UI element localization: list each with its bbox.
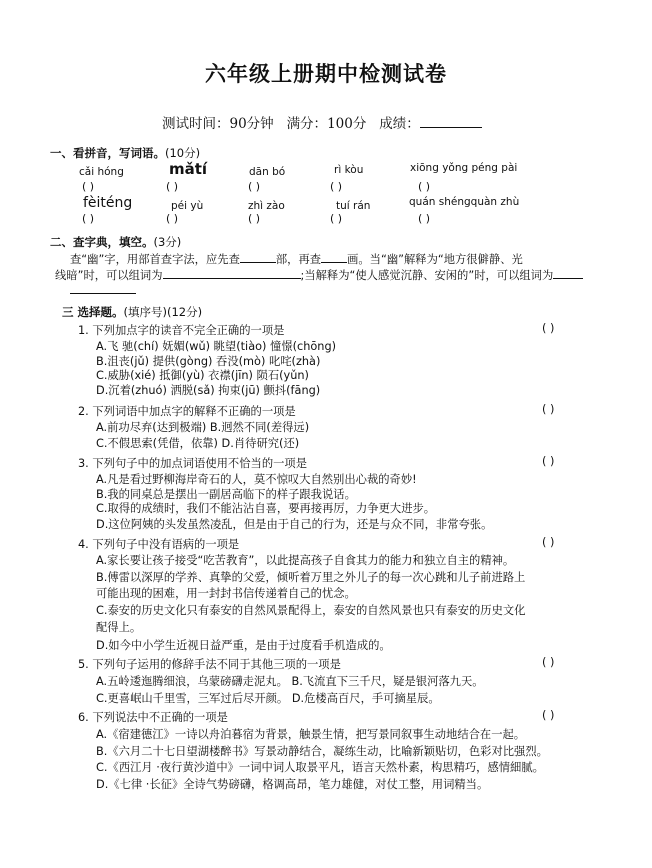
section-2-heading: [50, 234, 181, 250]
q6-option-a: A.《宿建德江》一诗以舟泊暮宿为背景，触景生情，把写景同叙事生动地结合在一起。: [96, 728, 526, 741]
q1-option-b: B.沮丧(jǔ) 提供(gòng) 吞没(mò) 叱咤(zhà): [96, 355, 321, 368]
q4-option-c-2: 配得上。: [96, 621, 142, 634]
question-1-answer-box[interactable]: ( ): [542, 322, 555, 335]
question-5-stem: 5. 下列句子运用的修辞手法不同于其他三项的一项是: [78, 658, 341, 671]
q4-option-b-2: 可能出现的困难，用一封封书信传递着自己的忧念。: [96, 587, 356, 600]
q2-options-ab: A.前功尽弃(达到极端) B.迥然不同(差得远): [96, 421, 310, 434]
strokes-blank[interactable]: [321, 251, 347, 263]
answer-box-2-4[interactable]: ( ): [330, 212, 343, 225]
section-1-title: 一、看拼音，写词语。: [50, 146, 165, 160]
answer-box-1-4[interactable]: ( ): [330, 180, 343, 193]
question-1-stem: 1. 下列加点字的读音不完全正确的一项是: [78, 324, 285, 337]
time-value: 90分钟: [229, 116, 274, 132]
section-3-sub: (填序号): [123, 305, 167, 319]
radical-blank[interactable]: [240, 251, 276, 263]
q1-option-c: C.威胁(xié) 抵御(yù) 衣襟(jīn) 陨石(yǔn): [96, 369, 309, 382]
pinyin-2-5: quán shéngquàn zhù: [409, 196, 520, 208]
score-label: 成绩：: [379, 116, 420, 132]
word-blank-2-continued[interactable]: [70, 293, 136, 294]
section-3-points: (12分): [167, 305, 203, 319]
question-3-answer-box[interactable]: ( ): [542, 455, 555, 468]
pinyin-1-3: dān bó: [249, 166, 286, 178]
q6-option-c: C.《西江月 ·夜行黄沙道中》一词中词人取景平凡，语言天然朴素，构思精巧，感情細腻。: [96, 761, 544, 774]
section-3-heading: [62, 304, 202, 320]
q3-option-a: A.凡是看过野柳海岸奇石的人，莫不惊叹大自然别出心裁的奇妙!: [96, 473, 417, 486]
score-blank[interactable]: [420, 115, 482, 128]
q3-option-c: C.取得的成绩时，我们不能沾沾自喜，要再接再厉，力争更大进步。: [96, 502, 436, 515]
answer-box-1-3[interactable]: ( ): [248, 180, 261, 193]
q1-option-d: D.沉着(zhuó) 洒脱(sǎ) 拘束(jū) 颤抖(fāng): [96, 384, 321, 397]
answer-box-2-2[interactable]: ( ): [166, 212, 179, 225]
exam-meta: [162, 112, 482, 132]
question-6-stem: 6. 下列说法中不正确的一项是: [78, 711, 228, 724]
pinyin-1-4: rì kòu: [334, 164, 364, 176]
q4-option-d: D.如今中小学生近视日益严重，是由于过度看手机造成的。: [96, 639, 391, 652]
pinyin-2-4: tuí rán: [336, 200, 371, 212]
section-2-line-2: [55, 267, 583, 283]
answer-box-1-1[interactable]: ( ): [82, 180, 95, 193]
s2-text-b: 部，再查: [275, 253, 322, 266]
q1-option-a: A.飞 驰(chí) 妩媚(wǔ) 眺望(tiào) 憧憬(chōng): [96, 340, 337, 353]
question-3-stem: 3. 下列句子中的加点词语使用不恰当的一项是: [78, 457, 308, 470]
page-title: 六年级上册期中检测试卷: [205, 62, 447, 86]
pinyin-2-3: zhì zào: [248, 200, 285, 212]
pinyin-1-2: mǎtí: [169, 160, 208, 178]
q3-option-b: B.我的同桌总是摆出一副居高临下的样子跟我说话。: [96, 488, 356, 501]
section-1-points: (10分): [165, 146, 201, 160]
q4-option-b-1: B.傅雷以深厚的学养、真挚的父爱，倾听着万里之外儿子的每一次心跳和儿子前进路上: [96, 571, 526, 584]
question-2-stem: 2. 下列词语中加点字的解释不正确的一项是: [78, 405, 296, 418]
section-1-heading: [50, 145, 200, 161]
question-4-answer-box[interactable]: ( ): [542, 536, 555, 549]
question-5-answer-box[interactable]: ( ): [542, 656, 555, 669]
question-2-answer-box[interactable]: ( ): [542, 403, 555, 416]
answer-box-2-5[interactable]: ( ): [418, 212, 431, 225]
s2-text-d: 线暗”时，可以组词为: [55, 269, 163, 282]
pinyin-2-1: fèiténg: [83, 195, 133, 211]
section-2-line-1: [70, 251, 523, 267]
q3-option-d: D.这位阿姨的头发虽然凌乱，但是由于自己的行为，还是与众不同，非常夸张。: [96, 518, 493, 531]
q5-options-ab: A.五岭逶迤腾细浪，乌蒙磅礴走泥丸。 B.飞流直下三千尺，疑是银河落九天。: [96, 675, 484, 688]
section-2-title: 二、查字典，填空。: [50, 235, 154, 249]
q5-options-cd: C.更喜岷山千里雪，三军过后尽开颜。 D.危楼高百尺，手可摘星辰。: [96, 692, 440, 705]
pinyin-2-2: péi yù: [171, 200, 204, 212]
s2-text-a: 查“幽”字，用部首查字法，应先查: [70, 253, 240, 266]
pinyin-1-5: xiōng yǒng péng pài: [410, 162, 518, 174]
q4-option-a: A.家长要让孩子接受“吃苦教育”，以此提高孩子自食其力的能力和独立自主的精神。: [96, 554, 515, 567]
time-label: 测试时间：: [162, 116, 230, 132]
section-3-title: 三 选择题。: [62, 305, 124, 319]
s2-text-e: ;当解释为“使人感觉沉静、安闲的”时，可以组词为: [300, 269, 554, 282]
q6-option-b: B.《六月二十七日望湖楼醉书》写景动静结合，凝练生动，比喻新颖贴切，色彩对比强烈。: [96, 745, 548, 758]
answer-box-2-3[interactable]: ( ): [248, 212, 261, 225]
answer-box-1-5[interactable]: ( ): [418, 180, 431, 193]
s2-text-c: 画。当“幽”解释为“地方很僻静、光: [347, 253, 523, 266]
pinyin-1-1: cǎi hóng: [79, 166, 124, 178]
full-score-label: 满分：: [286, 116, 328, 132]
answer-box-1-2[interactable]: ( ): [166, 180, 179, 193]
section-2-points: (3分): [153, 235, 182, 249]
word-blank-2[interactable]: [553, 267, 583, 279]
q6-option-d: D.《七律 ·长征》全诗气势磅礴，格调高昂，笔力雄健，对仗工整，用词精当。: [96, 778, 489, 791]
question-6-answer-box[interactable]: ( ): [542, 709, 555, 722]
q4-option-c-1: C.泰安的历史文化只有泰安的自然风景配得上，泰安的自然风景也只有泰安的历史文化: [96, 604, 526, 617]
word-blank-1[interactable]: [163, 267, 301, 279]
question-4-stem: 4. 下列句子中没有语病的一项是: [78, 538, 240, 551]
answer-box-2-1[interactable]: ( ): [82, 212, 95, 225]
full-score-value: 100分: [327, 116, 367, 132]
q2-options-cd: C.不假思索(凭借，依靠) D.肖待研究(还): [96, 437, 300, 450]
